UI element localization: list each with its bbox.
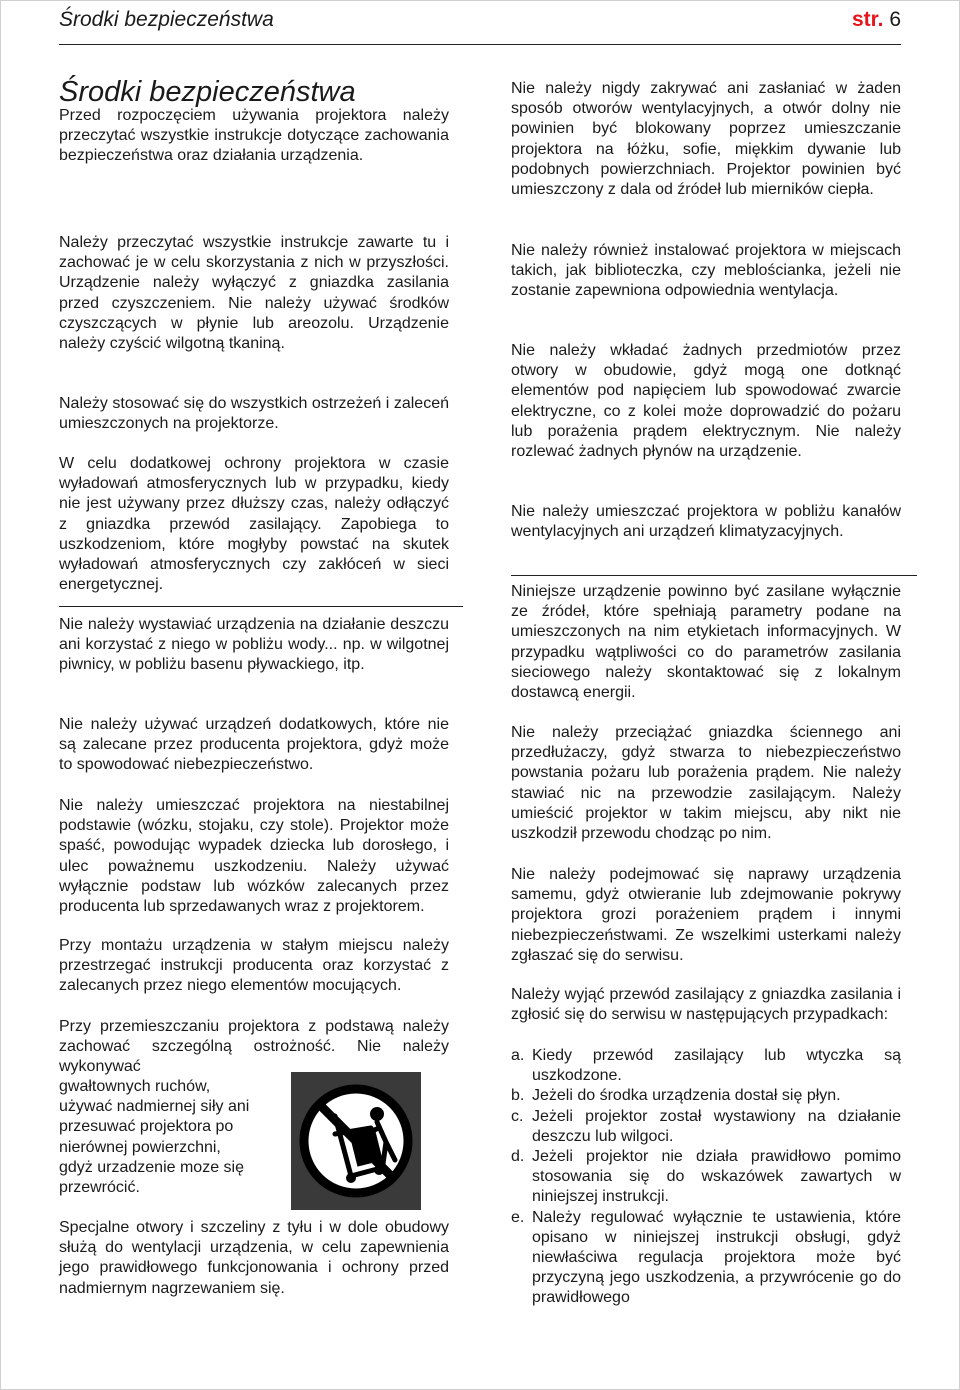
right-paragraph-6: Nie należy przeciążać gniazdka ściennego ani przedłużaczy, gdyż stwarza to niebezpieczeństwo powstania pożaru lub porażenia prądem. Nie należy stawiać nic na przewodzie zasilającym. Należy umieścić projektor w takim miejscu, aby nikt nie uszkodził przewodu chodząc po nim. xyxy=(511,724,901,843)
right-paragraph-8: Należy wyjąć przewód zasilający z gniazdka zasilania i zgłosić się do serwisu w następujących przypadkach: xyxy=(511,986,901,1024)
wrapped-line: nierównej powierzchni, xyxy=(59,1138,221,1156)
left-paragraph-1: Przed rozpoczęciem używania projektora należy przeczytać wszystkie instrukcje dotyczące zachowania bezpieczeństwa oraz działania urządzenia. xyxy=(59,107,449,165)
left-paragraph-8: Przy montażu urządzenia w stałym miejscu należy przestrzegać instrukcji producenta oraz korzystać z zalecanych przez niego elementów mocujących. xyxy=(59,937,449,995)
left-paragraph-7: Nie należy umieszczać projektora na niestabilnej podstawie (wózku, stojaku, czy stole). Projektor może spaść, powodując wypadek dziecka lub dorosłego, i ulec poważnemu uszkodzeniu. Należy używać wyłącznie podstaw lub wózków zalecanych przez producenta lub sprzedawanych wraz z projektorem. xyxy=(59,797,449,916)
header-divider xyxy=(59,44,901,45)
cart-tip-over-warning-icon xyxy=(291,1072,421,1210)
right-paragraph-7: Nie należy podejmować się naprawy urządzenia samemu, gdyż otwieranie lub zdejmowanie pokrywy projektora grozi porażeniem prądem i innymi niebezpieczeństwami. Ze wszelkimi usterkami należy zgłaszać się do serwisu. xyxy=(511,866,901,964)
page-heading: Środki bezpieczeństwa xyxy=(59,76,356,108)
list-item: a. Kiedy przewód zasilający lub wtyczka są uszkodzone. xyxy=(511,1047,901,1085)
service-cases-list xyxy=(511,1046,901,1309)
right-divider xyxy=(511,575,917,576)
left-paragraph-5: Nie należy wystawiać urządzenia na działanie deszczu ani korzystać z niego w pobliżu wody... np. w wilgotnej piwnicy, w pobliżu basenu pływackiego, itp. xyxy=(59,616,449,674)
right-paragraph-1: Nie należy nigdy zakrywać ani zasłaniać w żaden sposób otworów wentylacyjnych, a otwór dolny nie powinien być blokowany poprzez umieszczanie projektora na łóżku, sofie, miękkim dywanie lub podobnych powierzchniach. Projektor powinien być umieszczony z dala od źródeł lub mierników ciepła. xyxy=(511,80,901,199)
right-paragraph-3: Nie należy wkładać żadnych przedmiotów przez otwory w obudowie, gdyż mogą one dotknąć elementów pod napięciem lub spowodować zwarcie elektryczne, co z kolei może doprowadzić do pożaru lub porażenia prądem elektrycznym. Nie należy rozlewać żadnych płynów na urządzenie. xyxy=(511,342,901,461)
left-paragraph-2: Należy przeczytać wszystkie instrukcje zawarte tu i zachować je w celu skorzystania z nich w przyszłości. Urządzenie należy wyłączyć z gniazdka zasilania przed czyszczeniem. Nie należy używać środków czyszczących w płynie lub areozolu. Urządzenie należy czyścić wilgotną tkaniną. xyxy=(59,234,449,353)
right-paragraph-4: Nie należy umieszczać projektora w pobliżu kanałów wentylacyjnych ani urządzeń klimatyzacyjnych. xyxy=(511,503,901,541)
right-paragraph-5: Niniejsze urządzenie powinno być zasilane wyłącznie ze źródeł, które spełniają parametry podane na umieszczonych na nim etykietach informacyjnych. W przypadku wątpliwości co do parametrów zasilania sieciowego należy skontaktować się z lokalnym dostawcą energii. xyxy=(511,583,901,702)
left-paragraph-10: Specjalne otwory i szczeliny z tyłu i w dole obudowy służą do wentylacji urządzenia, w celu zapewnienia jego prawidłowego funkcjonowania i ochrony przed nadmiernym nagrzewaniem się. xyxy=(59,1219,449,1297)
left-paragraph-3: Należy stosować się do wszystkich ostrzeżeń i zaleceń umieszczonych na projektorze. xyxy=(59,395,449,433)
right-paragraph-2: Nie należy również instalować projektora w miejscach takich, jak biblioteczka, czy meblościanka, jeżeli nie zostanie zapewniona odpowiednia wentylacja. xyxy=(511,242,901,300)
list-item: c. Jeżeli projektor został wystawiony na działanie deszczu lub wilgoci. xyxy=(511,1107,901,1145)
list-item: d. Jeżeli projektor nie działa prawidłowo pomimo stosowania się do wskazówek zawartych w niniejszej instrukcji. xyxy=(511,1148,901,1206)
left-paragraph-4: W celu dodatkowej ochrony projektora w czasie wyładowań atmosferycznych lub w przypadku, kiedy nie jest używany przez dłuższy czas, należy odłączyć z gniazdka przewód zasilający. Zapobiega to uszkodzeniom, które mogłyby powstać na skutek wyładowań atmosferycznych czy zakłóceń w sieci energetycznej. xyxy=(59,455,449,594)
left-divider xyxy=(59,606,463,607)
wrapped-line: gdyż urzadzenie moze się xyxy=(59,1158,244,1176)
page-header xyxy=(59,8,901,36)
left-paragraph-6: Nie należy używać urządzeń dodatkowych, które nie są zalecane przez producenta projektora, gdyż może to spowodować niebezpieczeństwo. xyxy=(59,716,449,774)
left-paragraph-9-wrapped xyxy=(59,1077,269,1198)
list-item: e. Należy regulować wyłącznie te ustawienia, które opisano w niniejszej instrukcji obsługi, gdyż niewłaściwa regulacja projektora może być przyczyną jego uszkodzenia, a przywrócenie go do prawidłowego xyxy=(511,1208,901,1307)
wrapped-line: przesuwać projektora po xyxy=(59,1118,234,1136)
page-number-value: 6 xyxy=(889,8,901,31)
header-title: Środki bezpieczeństwa xyxy=(59,8,274,31)
wrapped-line: gwałtownych ruchów, xyxy=(59,1078,211,1095)
page-number xyxy=(852,8,901,32)
page-label: str. xyxy=(851,8,884,31)
list-item: b. Jeżeli do środka urządzenia dostał się płyn. xyxy=(511,1087,841,1105)
wrapped-line: przewrócić. xyxy=(59,1179,140,1197)
wrapped-line: używać nadmiernej siły ani xyxy=(59,1098,250,1116)
left-paragraph-9-intro: Przy przemieszczaniu projektora z podstawą należy zachować szczególną ostrożność. Nie należy wykonywać xyxy=(59,1018,449,1076)
